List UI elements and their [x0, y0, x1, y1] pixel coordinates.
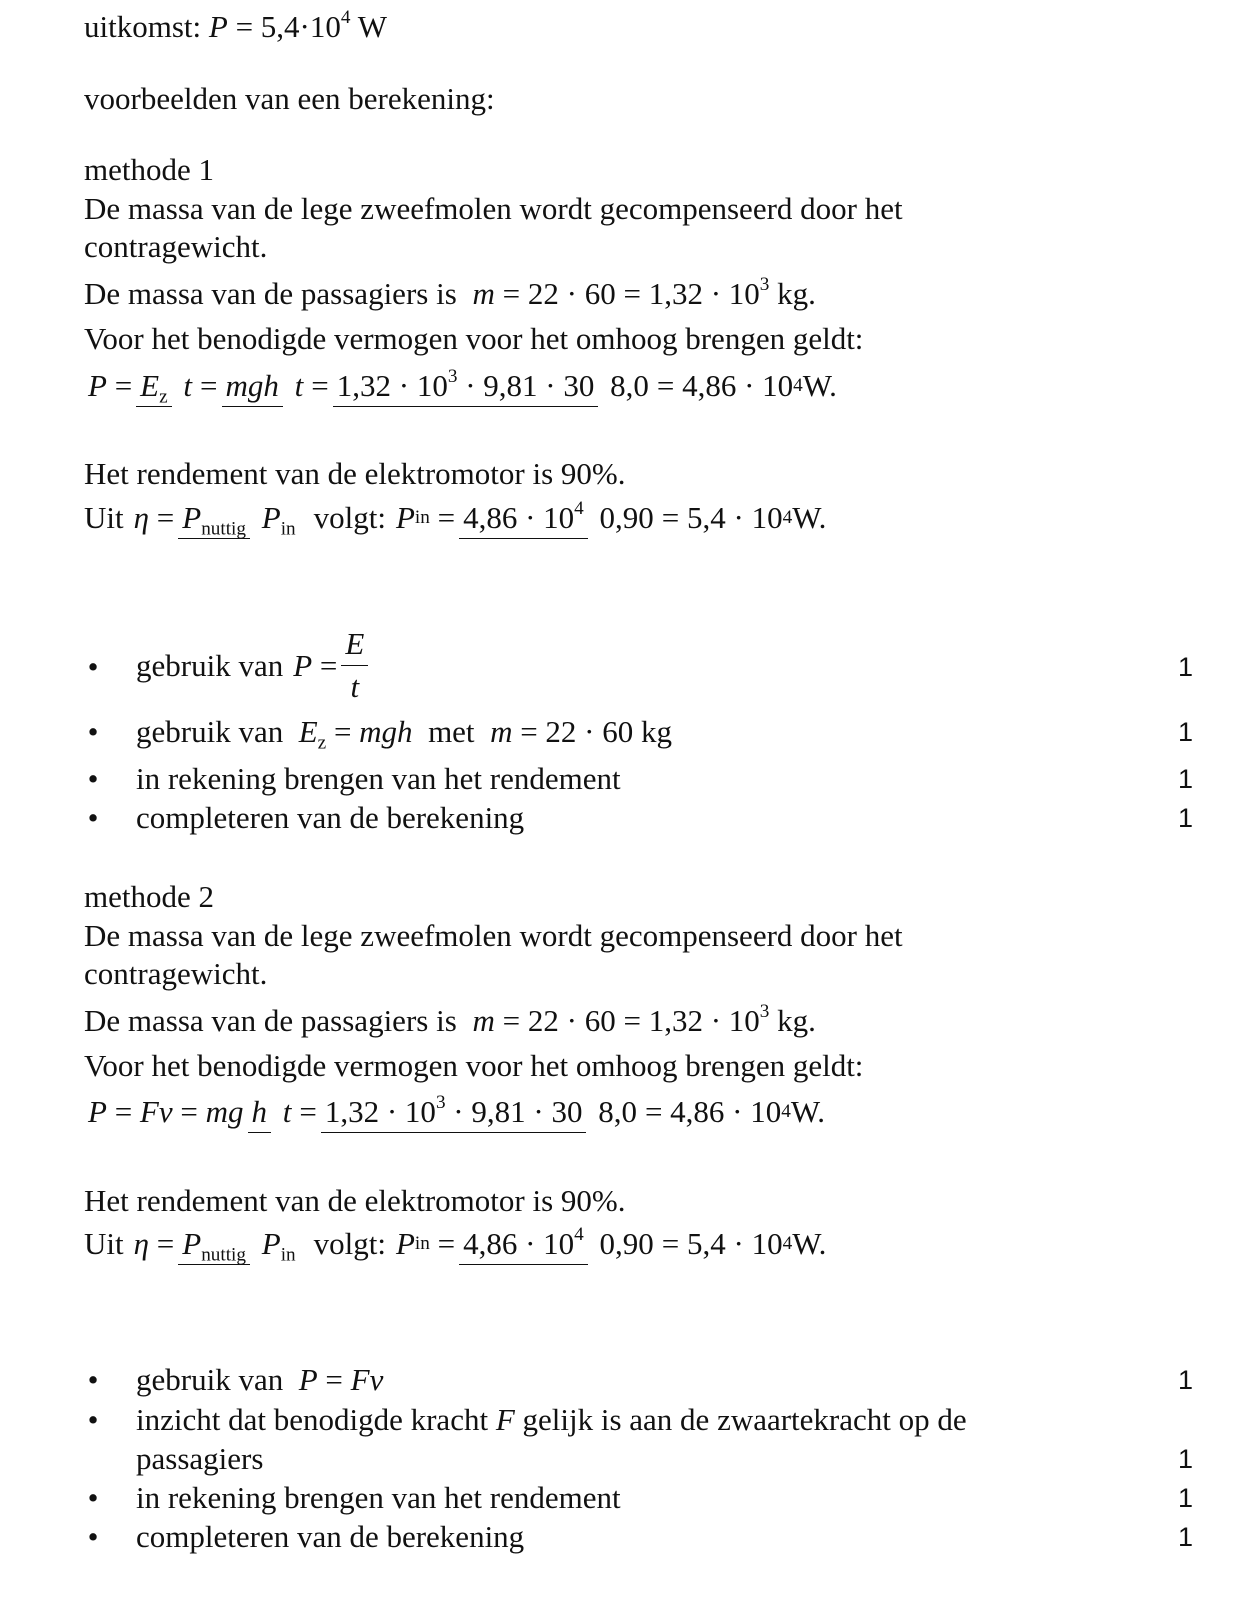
score: 1 [1177, 1365, 1193, 1395]
method2-line1: De massa van de lege zweefmolen wordt gecompenseerd door het [84, 918, 903, 953]
answer-key-page: uitkomst: $P = 5,4\cdot 10^4$ W voorbeelden van een berekening: methode 1 De massa van de lege zweefmolen wordt gecompenseerd door het contragewicht. De massa van de passagiers is $m = 22 \cdot 60 = 1,32 \cdot 10^3$ kg. Voor het benodigde vermogen voor het omhoog brengen geldt: P = $E_z$ t = mgh t = $1,32 \cdot 10^3 \cdot 9,81 \cdot 30$ 8,0 = 4,86 · 10 4 W. Het rendement van de elektromotor is 90%. Uit η = $P_{nuttig}$ $P_{in}$ volgt: P in = $4,86 \cdot 10^4$ 0,90 = 5,4 · 10 4 W. • gebruik van P = $\frac{E}{t}$ 1 • gebruik van $E_z$ = mgh met m = 22 · 60 kg 1 • in rekening brengen van het rendement 1 • completeren van de berekening 1 methode 2 De massa van de lege zweefmolen wordt gecompenseerd door het contragewicht. De massa van de passagiers is $m = 22 \cdot 60 = 1,32 \cdot 10^3$ kg. Voor het benodigde vermogen voor het omhoog brengen geldt: P = Fv = mg h t = $1,32 \cdot 10^3 \cdot 9,81 \cdot 30$ 8,0 = 4,86 · 10 4 W. Het rendement van de elektromotor is 90%. Uit η = $P_{nuttig}$ $P_{in}$ volgt: P in = $4,86 \cdot 10^4$ 0,90 = 5,4 · 10 4 W. • gebruik van P = Fv 1 • inzicht dat benodigde kracht F gelijk is aan de zwaartekracht op de passagiers 1 • in rekening brengen van het rendement 1 • completeren van de berekening 1 [84, 7, 1193, 1554]
method2-mass-line: De massa van de passagiers is $m = 22 \cdot 60 = 1,32 \cdot 10^3$ kg. [84, 1001, 816, 1038]
method2-eff-formula: Uit η = $P_{nuttig}$ $P_{in}$ volgt: P in = $4,86 \cdot 10^4$ 0,90 = 5,4 · 10 4 W. [84, 1224, 827, 1266]
method2-line2: contragewicht. [84, 956, 268, 991]
method2-title: methode 2 [84, 879, 214, 914]
frac-pin-2: $4,86 \cdot 10^4$ 0,90 [459, 1226, 658, 1262]
method1-eff-formula: Uit η = $P_{nuttig}$ $P_{in}$ volgt: P in = $4,86 \cdot 10^4$ 0,90 = 5,4 · 10 4 W. [84, 498, 827, 540]
score: 1 [1177, 717, 1193, 747]
method2-power-text: Voor het benodigde vermogen voor het omhoog brengen geldt: [84, 1048, 864, 1083]
uitkomst-exponent: 4 [340, 7, 351, 29]
score: 1 [1177, 1444, 1193, 1474]
intro-text: voorbeelden van een berekening: [84, 81, 495, 116]
frac-numeric-power-2: $1,32 \cdot 10^3 \cdot 9,81 \cdot 30$ 8,0 [321, 1094, 641, 1130]
method2-eff-text: Het rendement van de elektromotor is 90%. [84, 1183, 626, 1218]
score: 1 [1177, 1483, 1193, 1513]
frac-eta: $P_{nuttig}$ $P_{in}$ [178, 500, 299, 536]
uitkomst-unit: W [357, 9, 387, 44]
uitkomst-value: = 5,4·10 [235, 9, 341, 44]
uitkomst-label: uitkomst: [84, 9, 202, 44]
score: 1 [1177, 803, 1193, 833]
frac-eta-2: $P_{nuttig}$ $P_{in}$ [178, 1226, 299, 1262]
method1-line2: contragewicht. [84, 229, 268, 264]
frac-pin: $4,86 \cdot 10^4$ 0,90 [459, 500, 658, 536]
method1-line1: De massa van de lege zweefmolen wordt gecompenseerd door het [84, 191, 903, 226]
method1-mass-line: De massa van de passagiers is $m = 22 \cdot 60 = 1,32 \cdot 10^3$ kg. [84, 274, 816, 311]
method1-power-formula: P = $E_z$ t = mgh t = $1,32 \cdot 10^3 \cdot 9,81 \cdot 30$ 8,0 = 4,86 · 10 4 W. [88, 366, 837, 408]
method1-eff-text: Het rendement van de elektromotor is 90%. [84, 456, 626, 491]
frac-h-over-t: h t [248, 1094, 296, 1130]
frac-numeric-power: $1,32 \cdot 10^3 \cdot 9,81 \cdot 30$ 8,0 [333, 368, 653, 404]
method1-title: methode 1 [84, 152, 214, 187]
score: 1 [1177, 764, 1193, 794]
method1-power-text: Voor het benodigde vermogen voor het omhoog brengen geldt: [84, 321, 864, 356]
score: 1 [1177, 1522, 1193, 1552]
method2-power-formula: P = Fv = mg h t = $1,32 \cdot 10^3 \cdot 9,81 \cdot 30$ 8,0 = 4,86 · 10 4 W. [88, 1094, 825, 1130]
frac-ez-over-t: $E_z$ t [136, 368, 196, 404]
frac-e-over-t: $\frac{E}{t}$ [341, 626, 368, 705]
frac-mgh-over-t: mgh t [222, 368, 308, 404]
uitkomst-line [84, 8, 387, 46]
uitkomst-variable: P [208, 9, 228, 44]
score: 1 [1177, 652, 1193, 682]
